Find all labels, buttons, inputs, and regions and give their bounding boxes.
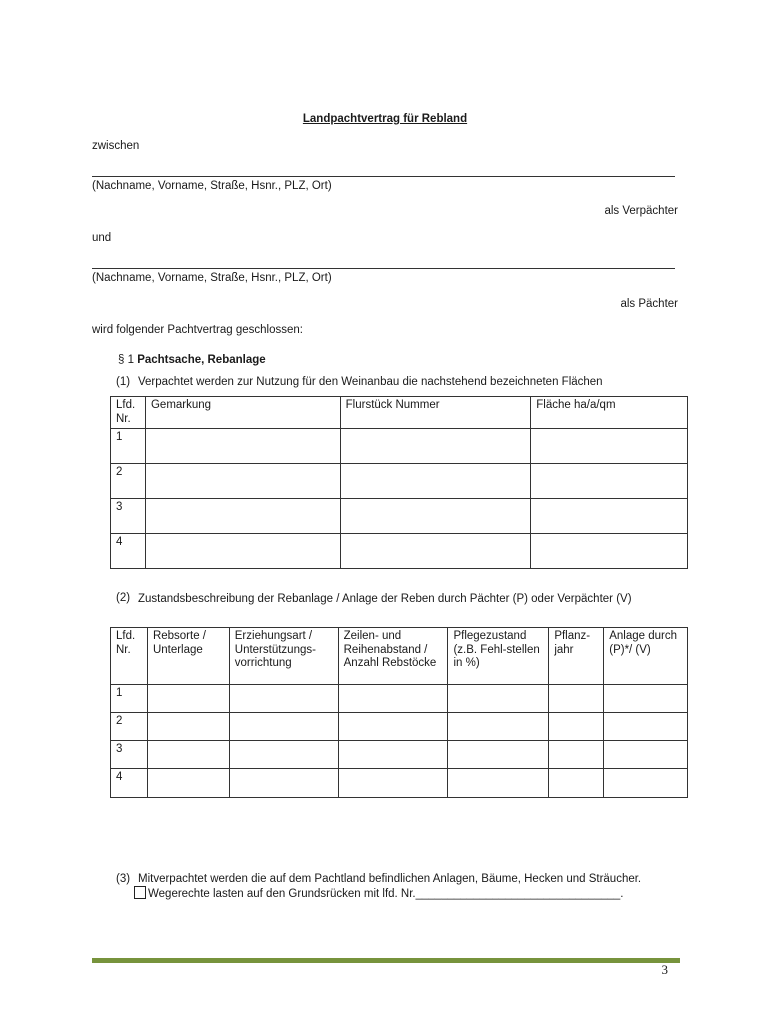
table-row (111, 685, 688, 713)
table-row (111, 741, 688, 769)
table-cell[interactable] (531, 499, 688, 534)
footer-divider (92, 958, 680, 963)
row-number: 2 (111, 713, 148, 741)
table-cell[interactable] (229, 769, 338, 798)
row-number: 3 (111, 499, 146, 534)
table-cell[interactable] (531, 464, 688, 499)
section1-heading-title: Pachtsache, Rebanlage (137, 354, 266, 366)
item2-number: (2) (116, 592, 131, 604)
table-cell[interactable] (145, 499, 340, 534)
table-header-cell: Lfd. Nr. (111, 628, 148, 685)
table-cell[interactable] (340, 534, 531, 569)
table-cell[interactable] (531, 429, 688, 464)
table-cell[interactable] (338, 769, 448, 798)
item2-text: Zustandsbeschreibung der Rebanlage / Anlage der Reben durch Pächter (P) oder Verpächter (V) (138, 593, 632, 605)
table-header-cell: Anlage durch (P)*/ (V) (604, 628, 688, 685)
lessor-role: als Verpächter (604, 205, 678, 217)
table-cell[interactable] (549, 713, 604, 741)
table-cell[interactable] (147, 685, 229, 713)
table-row (111, 534, 688, 569)
table-cell[interactable] (147, 741, 229, 769)
table-cell[interactable] (549, 769, 604, 798)
table-cell[interactable] (145, 464, 340, 499)
table-cell[interactable] (338, 685, 448, 713)
table-header-cell: Rebsorte / Unterlage (147, 628, 229, 685)
table-row (111, 499, 688, 534)
table-row (111, 429, 688, 464)
table-cell[interactable] (147, 769, 229, 798)
row-number: 4 (111, 534, 146, 569)
table-cell[interactable] (340, 464, 531, 499)
table-cell[interactable] (229, 713, 338, 741)
table-cell[interactable] (604, 741, 688, 769)
lessor-name-hint: (Nachname, Vorname, Straße, Hsnr., PLZ, Ort) (92, 180, 332, 192)
table-header-cell: Pflegezustand (z.B. Fehl-stellen in %) (448, 628, 549, 685)
tenant-role: als Pächter (620, 298, 678, 310)
between-label: zwischen (92, 140, 140, 152)
table-cell[interactable] (604, 685, 688, 713)
table-header-cell: Erziehungsart / Unterstützungs-vorrichtung (229, 628, 338, 685)
table-cell[interactable] (340, 429, 531, 464)
table-cell[interactable] (338, 713, 448, 741)
table-header-cell: Pflanz-jahr (549, 628, 604, 685)
table-cell[interactable] (448, 713, 549, 741)
table-cell[interactable] (338, 741, 448, 769)
tenant-name-line[interactable] (92, 268, 675, 269)
item3-text: Mitverpachtet werden die auf dem Pachtland befindlichen Anlagen, Bäume, Hecken und Sträucher. (138, 873, 642, 885)
table-cell[interactable] (145, 534, 340, 569)
table-cell[interactable] (145, 429, 340, 464)
row-number: 2 (111, 464, 146, 499)
and-label: und (92, 232, 112, 244)
lessor-name-line[interactable] (92, 176, 675, 177)
item3-number: (3) (116, 873, 131, 885)
table-cell[interactable] (604, 713, 688, 741)
right-of-way-checkbox[interactable] (134, 886, 146, 899)
right-of-way-text: Wegerechte lasten auf den Grundsrücken mit lfd. Nr.________________________________. (148, 888, 624, 900)
section1-heading-prefix: § 1 (118, 354, 138, 366)
table-cell[interactable] (448, 769, 549, 798)
table-cell[interactable] (549, 685, 604, 713)
vineyard-condition-table (110, 627, 688, 798)
row-number: 4 (111, 769, 148, 798)
table-row (111, 464, 688, 499)
table-row (111, 713, 688, 741)
parcels-table (110, 396, 688, 569)
table-row (111, 769, 688, 798)
table-header-row (111, 628, 688, 685)
table-header-cell: Fläche ha/a/qm (531, 397, 688, 429)
page-number: 3 (661, 962, 668, 977)
section1-heading (118, 354, 266, 366)
table-header-cell: Gemarkung (145, 397, 340, 429)
row-number: 3 (111, 741, 148, 769)
table-cell[interactable] (448, 685, 549, 713)
tenant-name-hint: (Nachname, Vorname, Straße, Hsnr., PLZ, Ort) (92, 272, 332, 284)
right-of-way-line (134, 886, 679, 901)
document-title: Landpachtvertrag für Rebland (302, 113, 468, 125)
item1-number: (1) (116, 376, 131, 388)
table-header-row (111, 397, 688, 429)
table-header-cell: Lfd. Nr. (111, 397, 146, 429)
contract-concluded-text: wird folgender Pachtvertrag geschlossen: (92, 324, 303, 336)
table-cell[interactable] (549, 741, 604, 769)
item1-text: Verpachtet werden zur Nutzung für den Weinanbau die nachstehend bezeichneten Flächen (138, 376, 603, 388)
table-header-cell: Flurstück Nummer (340, 397, 531, 429)
row-number: 1 (111, 685, 148, 713)
table-cell[interactable] (531, 534, 688, 569)
table-cell[interactable] (147, 713, 229, 741)
table-header-cell: Zeilen- und Reihenabstand / Anzahl Rebstöcke (338, 628, 448, 685)
item3-paragraph (116, 872, 679, 901)
row-number: 1 (111, 429, 146, 464)
table-cell[interactable] (340, 499, 531, 534)
table-cell[interactable] (448, 741, 549, 769)
table-cell[interactable] (229, 741, 338, 769)
table-cell[interactable] (229, 685, 338, 713)
table-cell[interactable] (604, 769, 688, 798)
